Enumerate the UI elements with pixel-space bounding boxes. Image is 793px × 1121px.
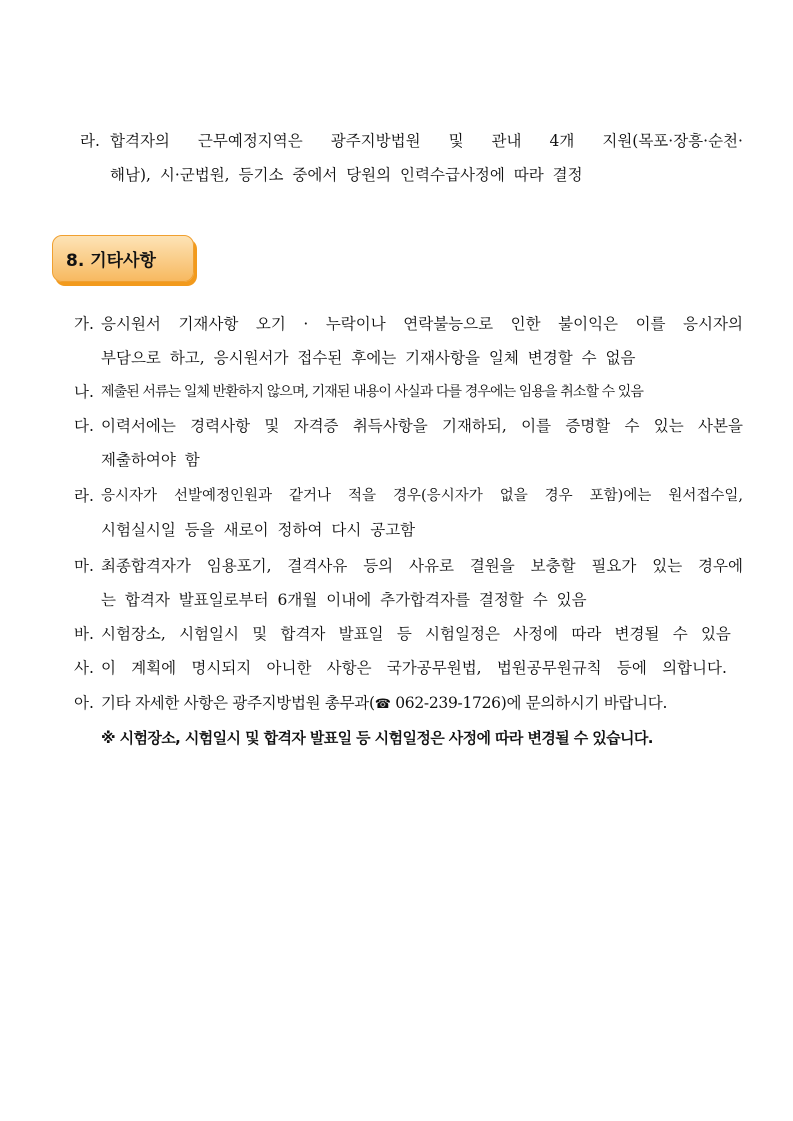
word: 4개 bbox=[549, 132, 575, 150]
item-line: 제출된 서류는 일체 반환하지 않으며, 기재된 내용이 사실과 다를 경우에는 임용을 취소할 수 있음 bbox=[101, 384, 644, 400]
word: 같거나 bbox=[289, 488, 332, 504]
section-title: 8. 기타사항 bbox=[66, 251, 156, 271]
top-item-marker: 라. bbox=[80, 132, 100, 150]
word: 결원을 bbox=[469, 557, 515, 575]
word: 임용포기, bbox=[206, 557, 272, 575]
item-line bbox=[101, 624, 731, 644]
word: 사유로 bbox=[409, 557, 454, 575]
word: 근무예정지역은 bbox=[197, 132, 303, 150]
item-line-continued: 부담으로 하고, 응시원서가 접수된 후에는 기재사항을 일체 변경할 수 없음 bbox=[101, 349, 636, 367]
section-header bbox=[52, 235, 194, 282]
contact-text: 기타 자세한 사항은 광주지방법원 총무과( bbox=[101, 694, 375, 712]
item-line-continued: 는 합격자 발표일로부터 6개월 이내에 추가합격자를 결정할 수 있음 bbox=[101, 591, 587, 609]
word: 국가공무원법, bbox=[386, 659, 482, 677]
word: 및 bbox=[264, 417, 280, 435]
item-line-contact bbox=[101, 693, 667, 715]
word: 수 bbox=[624, 417, 640, 435]
word: 오기 bbox=[255, 315, 286, 333]
word: 이력서에는 bbox=[101, 417, 176, 435]
word: 시험일정은 bbox=[425, 625, 500, 643]
item-marker: 가. bbox=[74, 315, 94, 333]
word: 광주지방법원 bbox=[330, 132, 421, 150]
word: 경우(응시자가 bbox=[393, 488, 483, 504]
item-marker: 마. bbox=[74, 557, 94, 575]
word: 변경될 bbox=[614, 625, 660, 643]
word: 기재하되, bbox=[441, 417, 507, 435]
word: 증명할 bbox=[565, 417, 611, 435]
word: 원서접수일, bbox=[668, 488, 743, 504]
word: 시험장소, bbox=[101, 625, 166, 643]
word: 있는 bbox=[653, 417, 684, 435]
item-marker: 나. bbox=[74, 383, 94, 401]
item-line-continued: 시험실시일 등을 새로이 정하여 다시 공고함 bbox=[101, 521, 416, 539]
word: 등 bbox=[396, 625, 412, 643]
word: 관내 bbox=[491, 132, 522, 150]
word: 불이익은 bbox=[558, 315, 619, 333]
word: 취득사항을 bbox=[352, 417, 428, 435]
word: 응시자가 bbox=[101, 488, 158, 504]
item-line bbox=[101, 556, 743, 576]
word: 경우에 bbox=[698, 557, 743, 575]
word: 명시되지 bbox=[191, 659, 252, 677]
word: 있음 bbox=[700, 625, 731, 643]
item-marker: 다. bbox=[74, 417, 94, 435]
word: 최종합격자가 bbox=[101, 557, 191, 575]
phone-icon: ☎ bbox=[374, 697, 391, 712]
word: 결격사유 bbox=[287, 557, 348, 575]
word: 사정에 bbox=[513, 625, 559, 643]
item-line-continued: 제출하여야 함 bbox=[101, 451, 200, 469]
word: 경우 bbox=[544, 488, 573, 504]
word: 이를 bbox=[635, 315, 666, 333]
word: 등의 bbox=[363, 557, 394, 575]
word: 필요가 bbox=[591, 557, 637, 575]
word: 사항은 bbox=[326, 659, 372, 677]
item-line bbox=[101, 486, 743, 506]
word: 연락불능으로 bbox=[403, 315, 494, 333]
word: · bbox=[303, 315, 309, 333]
notice-text: ※ 시험장소, 시험일시 및 합격자 발표일 등 시험일정은 사정에 따라 변경될 수 있습니다. bbox=[101, 729, 653, 747]
word: 발표일 bbox=[338, 625, 384, 643]
word: 및 bbox=[252, 625, 268, 643]
item-line bbox=[101, 658, 727, 678]
word: 시험일시 bbox=[179, 625, 239, 643]
contact-text-end: 062-239-1726)에 문의하시기 바랍니다. bbox=[390, 694, 668, 712]
word: 인한 bbox=[510, 315, 541, 333]
word: 수 bbox=[672, 625, 688, 643]
word: 계획에 bbox=[131, 659, 177, 677]
word: 보충할 bbox=[530, 557, 576, 575]
word: 누락이나 bbox=[325, 315, 386, 333]
item-marker: 라. bbox=[74, 487, 94, 505]
word: 법원공무원규칙 bbox=[496, 659, 602, 677]
item-line bbox=[101, 416, 743, 436]
item-line bbox=[101, 314, 743, 334]
item-marker: 사. bbox=[74, 659, 94, 677]
word: 없을 bbox=[499, 488, 528, 504]
word: 응시자의 bbox=[683, 315, 743, 333]
word: 합격자의 bbox=[110, 132, 170, 150]
word: 기재사항 bbox=[178, 315, 239, 333]
word: 응시원서 bbox=[101, 315, 161, 333]
item-marker: 바. bbox=[74, 625, 94, 643]
word: 아니한 bbox=[266, 659, 312, 677]
word: 적을 bbox=[348, 488, 377, 504]
word: 자격증 bbox=[293, 417, 339, 435]
top-item-line2: 해남), 시·군법원, 등기소 중에서 당원의 인력수급사정에 따라 결정 bbox=[110, 166, 583, 184]
word: 의합니다. bbox=[662, 659, 727, 677]
word: 등에 bbox=[616, 659, 647, 677]
word: 지원(목포·장흥·순천· bbox=[602, 132, 743, 150]
word: 포함)에는 bbox=[589, 488, 652, 504]
word: 이를 bbox=[521, 417, 552, 435]
word: 및 bbox=[448, 132, 464, 150]
word: 선발예정인원과 bbox=[174, 488, 273, 504]
top-item-line1 bbox=[110, 131, 743, 151]
word: 경력사항 bbox=[190, 417, 251, 435]
word: 따라 bbox=[571, 625, 602, 643]
word: 합격자 bbox=[280, 625, 326, 643]
word: 사본을 bbox=[698, 417, 743, 435]
word: 있는 bbox=[652, 557, 683, 575]
item-marker: 아. bbox=[74, 694, 94, 712]
word: 이 bbox=[101, 659, 116, 677]
